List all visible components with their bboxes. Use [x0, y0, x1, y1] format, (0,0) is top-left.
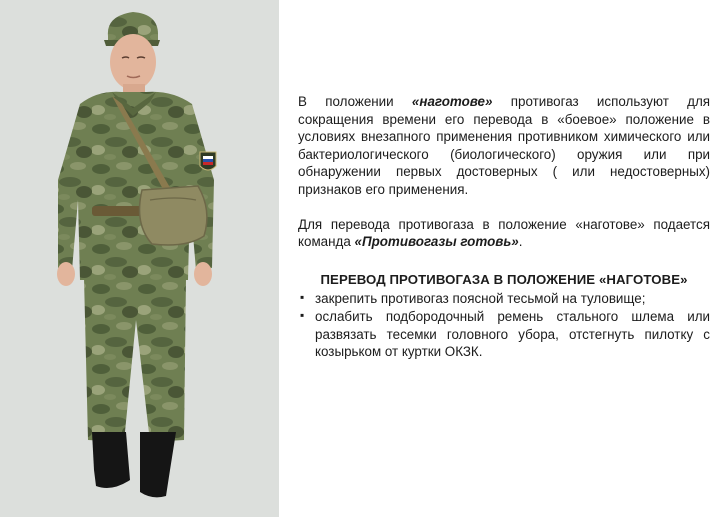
paragraph2-suffix: . — [518, 234, 523, 250]
paragraph-ready-position — [298, 93, 710, 199]
left-boot — [92, 432, 130, 488]
bullet-icon: ▪ — [300, 290, 305, 305]
bullet-item — [298, 290, 710, 308]
section-heading: ПЕРЕВОД ПРОТИВОГАЗА В ПОЛОЖЕНИЕ «НАГОТОВЕ» — [320, 271, 688, 287]
trousers — [84, 278, 186, 442]
bullet-list — [298, 290, 710, 360]
right-boot — [140, 432, 176, 497]
soldier-photo — [0, 0, 279, 517]
paragraph2-prefix: Для перевода противогаза в положение «наготове» подается команда — [298, 216, 710, 250]
bullet-text: ослабить подбородочный ремень стального шлема или развязать тесемки головного убора, отстегнуть пилотку с козырьком от куртки ОКЗК. — [315, 308, 710, 360]
paragraph1-prefix: В положении — [298, 94, 412, 109]
bullet-item — [298, 308, 710, 361]
gas-mask-bag — [140, 186, 207, 245]
paragraph1-emphasis: «наготове» — [411, 94, 493, 109]
text-panel — [298, 93, 710, 361]
paragraph-command — [298, 216, 710, 251]
face — [110, 34, 156, 90]
paragraph1-rest: противогаз используют для сокращения времени его перевода в «боевое» положение в условиях внезапного применения противником химического или бактериологического (биологического) оружия или при обнаружении первых достоверных ( или недостоверных) признаков его применения. — [298, 94, 711, 197]
bullet-text: закрепить противогаз поясной тесьмой на туловище; — [315, 291, 646, 307]
paragraph2-emphasis: «Противогазы готовь» — [354, 234, 519, 250]
soldier-illustration — [0, 0, 279, 517]
bullet-icon: ▪ — [300, 307, 305, 322]
